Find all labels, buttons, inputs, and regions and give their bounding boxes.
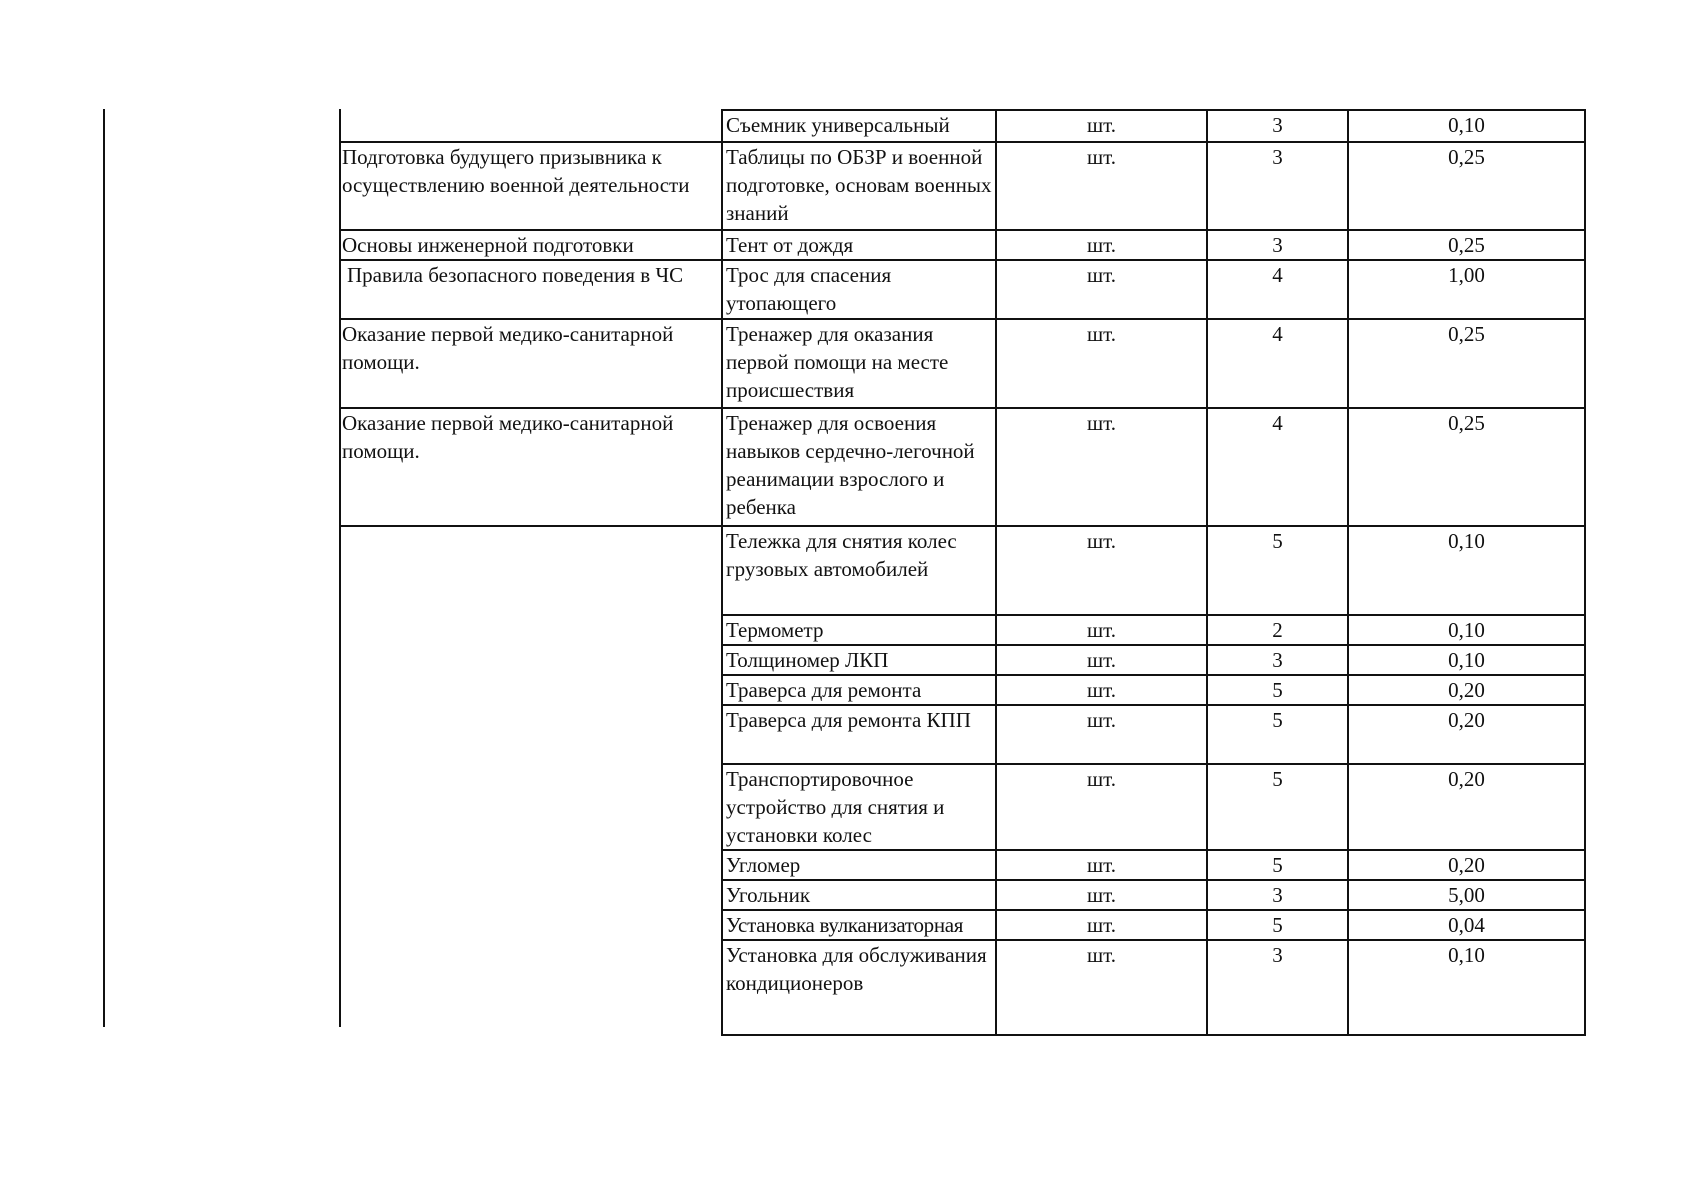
quantity-cell: 3 <box>1207 645 1348 675</box>
quantity-cell: 5 <box>1207 764 1348 850</box>
unit-cell: шт. <box>996 850 1207 880</box>
item-name-cell: Трос для спасения утопающего <box>722 260 996 319</box>
quantity-cell: 3 <box>1207 940 1348 1035</box>
table-row <box>339 675 1585 705</box>
item-name-cell: Термометр <box>722 615 996 645</box>
left-border-line <box>103 109 105 1027</box>
table-row <box>339 850 1585 880</box>
table-row <box>339 940 1585 1035</box>
table-row <box>339 408 1585 526</box>
table-row <box>339 764 1585 850</box>
unit-cell: шт. <box>996 764 1207 850</box>
coefficient-cell: 0,25 <box>1348 319 1585 408</box>
quantity-cell: 4 <box>1207 260 1348 319</box>
coefficient-cell: 0,20 <box>1348 675 1585 705</box>
topic-cell <box>339 705 722 764</box>
quantity-cell: 4 <box>1207 319 1348 408</box>
coefficient-cell: 0,10 <box>1348 526 1585 615</box>
table-row <box>339 705 1585 764</box>
coefficient-cell: 0,20 <box>1348 850 1585 880</box>
coefficient-cell: 0,10 <box>1348 645 1585 675</box>
unit-cell: шт. <box>996 260 1207 319</box>
item-name-cell: Толщиномер ЛКП <box>722 645 996 675</box>
item-name-cell: Съемник универсальный <box>722 110 996 142</box>
table-row <box>339 230 1585 260</box>
unit-cell: шт. <box>996 675 1207 705</box>
coefficient-cell: 0,20 <box>1348 764 1585 850</box>
table-row <box>339 142 1585 230</box>
table-row <box>339 645 1585 675</box>
coefficient-cell: 5,00 <box>1348 880 1585 910</box>
topic-cell <box>339 880 722 910</box>
coefficient-cell: 0,25 <box>1348 408 1585 526</box>
unit-cell: шт. <box>996 526 1207 615</box>
quantity-cell: 3 <box>1207 142 1348 230</box>
unit-cell: шт. <box>996 910 1207 940</box>
coefficient-cell: 0,25 <box>1348 230 1585 260</box>
unit-cell: шт. <box>996 615 1207 645</box>
coefficient-cell: 0,20 <box>1348 705 1585 764</box>
unit-cell: шт. <box>996 230 1207 260</box>
quantity-cell: 5 <box>1207 675 1348 705</box>
unit-cell: шт. <box>996 142 1207 230</box>
unit-cell: шт. <box>996 319 1207 408</box>
topic-cell: Подготовка будущего призывника к осуществлению военной деятельности <box>339 142 722 230</box>
table-row <box>339 110 1585 142</box>
table-row <box>339 615 1585 645</box>
topic-cell <box>339 110 722 142</box>
item-name-cell: Тренажер для освоения навыков сердечно-легочной реанимации взрослого и ребенка <box>722 408 996 526</box>
unit-cell: шт. <box>996 940 1207 1035</box>
quantity-cell: 4 <box>1207 408 1348 526</box>
topic-cell: Правила безопасного поведения в ЧС <box>339 260 722 319</box>
topic-cell: Оказание первой медико-санитарной помощи. <box>339 408 722 526</box>
quantity-cell: 3 <box>1207 110 1348 142</box>
topic-cell <box>339 645 722 675</box>
topic-cell <box>339 526 722 615</box>
unit-cell: шт. <box>996 408 1207 526</box>
topic-cell <box>339 940 722 1035</box>
topic-cell: Оказание первой медико-санитарной помощи. <box>339 319 722 408</box>
item-name-cell: Установка вулканизаторная <box>722 910 996 940</box>
item-name-cell: Таблицы по ОБЗР и военной подготовке, основам военных знаний <box>722 142 996 230</box>
table-row <box>339 319 1585 408</box>
coefficient-cell: 0,10 <box>1348 940 1585 1035</box>
item-name-cell: Тренажер для оказания первой помощи на месте происшествия <box>722 319 996 408</box>
item-name-cell: Тент от дождя <box>722 230 996 260</box>
item-name-cell: Транспортировочное устройство для снятия и установки колес <box>722 764 996 850</box>
coefficient-cell: 0,04 <box>1348 910 1585 940</box>
quantity-cell: 2 <box>1207 615 1348 645</box>
table-row <box>339 526 1585 615</box>
unit-cell: шт. <box>996 645 1207 675</box>
topic-cell <box>339 764 722 850</box>
quantity-cell: 5 <box>1207 910 1348 940</box>
item-name-cell: Траверса для ремонта КПП <box>722 705 996 764</box>
coefficient-cell: 0,10 <box>1348 615 1585 645</box>
table-row <box>339 910 1585 940</box>
table-row <box>339 260 1585 319</box>
unit-cell: шт. <box>996 880 1207 910</box>
unit-cell: шт. <box>996 705 1207 764</box>
topic-cell <box>339 850 722 880</box>
coefficient-cell: 0,25 <box>1348 142 1585 230</box>
item-name-cell: Угломер <box>722 850 996 880</box>
item-name-cell: Тележка для снятия колес грузовых автомобилей <box>722 526 996 615</box>
topic-cell <box>339 910 722 940</box>
table-row <box>339 880 1585 910</box>
quantity-cell: 5 <box>1207 850 1348 880</box>
quantity-cell: 5 <box>1207 705 1348 764</box>
topic-cell <box>339 675 722 705</box>
quantity-cell: 3 <box>1207 880 1348 910</box>
coefficient-cell: 0,10 <box>1348 110 1585 142</box>
coefficient-cell: 1,00 <box>1348 260 1585 319</box>
item-name-cell: Траверса для ремонта <box>722 675 996 705</box>
item-name-cell: Установка для обслуживания кондиционеров <box>722 940 996 1035</box>
topic-cell <box>339 615 722 645</box>
quantity-cell: 3 <box>1207 230 1348 260</box>
equipment-table <box>339 109 1586 1036</box>
topic-cell: Основы инженерной подготовки <box>339 230 722 260</box>
item-name-cell: Угольник <box>722 880 996 910</box>
unit-cell: шт. <box>996 110 1207 142</box>
quantity-cell: 5 <box>1207 526 1348 615</box>
